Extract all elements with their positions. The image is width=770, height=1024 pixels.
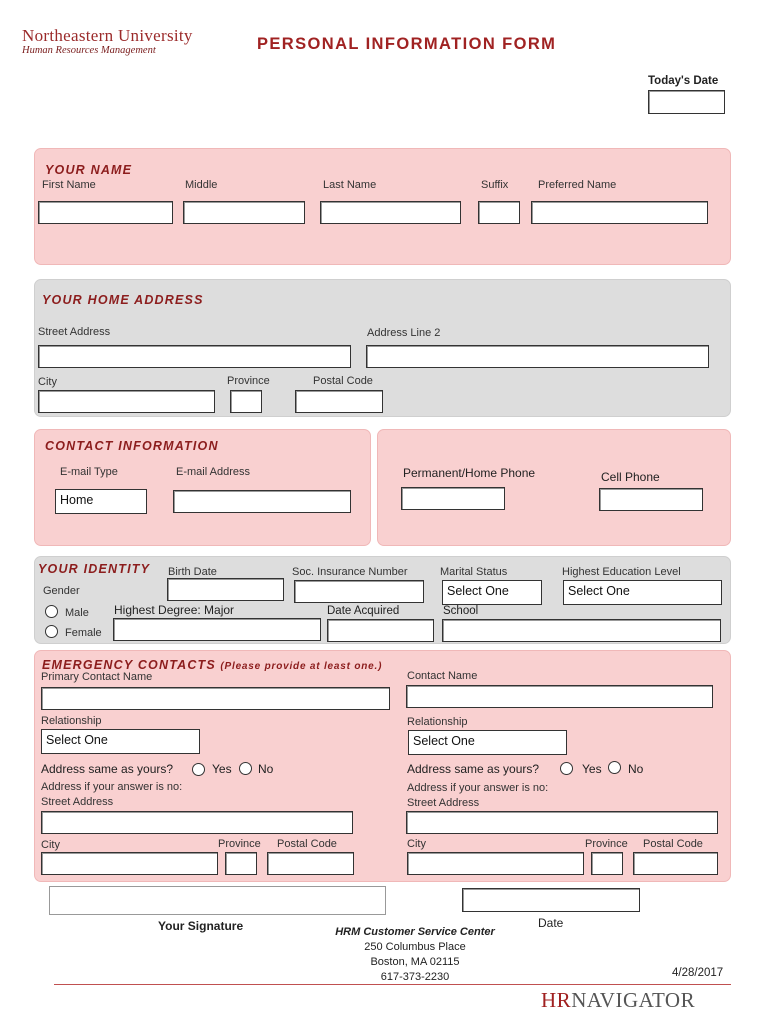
education-label: Highest Education Level (562, 566, 681, 578)
school-label: School (443, 605, 479, 617)
contact-name-label-2: Contact Name (407, 670, 478, 682)
relationship-select-2[interactable]: Select One (408, 730, 567, 755)
address-line2-input[interactable] (366, 345, 709, 368)
street-label-1: Street Address (41, 796, 114, 808)
gender-male-label: Male (65, 607, 89, 619)
footer-divider (54, 984, 731, 985)
address-section-title: YOUR HOME ADDRESS (42, 293, 204, 307)
same-address-no-radio-2[interactable] (608, 761, 621, 774)
logo-sub: Human Resources Management (22, 45, 156, 56)
city-label: City (38, 376, 57, 388)
street-input-1[interactable] (41, 811, 353, 834)
suffix-input[interactable] (478, 201, 520, 224)
marital-status-select[interactable]: Select One (442, 580, 542, 605)
primary-contact-label: Primary Contact Name (41, 671, 153, 683)
relationship-label-2: Relationship (407, 716, 468, 728)
city-input-1[interactable] (41, 852, 218, 875)
same-address-yes-radio-1[interactable] (192, 763, 205, 776)
postal-input-2[interactable] (633, 852, 718, 875)
contact-name-input-2[interactable] (406, 685, 713, 708)
city-input[interactable] (38, 390, 215, 413)
relationship-select-1[interactable]: Select One (41, 729, 200, 754)
postal-input-1[interactable] (267, 852, 354, 875)
same-address-yes-radio-2[interactable] (560, 762, 573, 775)
province-label-2: Province (585, 838, 628, 850)
if-no-label-1: Address if your answer is no: (41, 781, 183, 793)
logo (22, 26, 193, 56)
signature-input[interactable] (49, 886, 386, 915)
degree-major-label: Highest Degree: Major (114, 603, 235, 617)
email-address-label: E-mail Address (176, 466, 250, 478)
relationship-label-1: Relationship (41, 715, 102, 727)
email-type-select[interactable]: Home (55, 489, 147, 514)
page-title: PERSONAL INFORMATION FORM (257, 35, 557, 53)
date-acquired-label: Date Acquired (327, 605, 400, 617)
city-input-2[interactable] (407, 852, 584, 875)
middle-name-input[interactable] (183, 201, 305, 224)
service-center-phone: 617-373-2230 (380, 971, 450, 983)
cell-phone-label: Cell Phone (601, 470, 660, 484)
postal-code-input[interactable] (295, 390, 383, 413)
primary-contact-input[interactable] (41, 687, 390, 710)
birth-date-label: Birth Date (168, 566, 217, 578)
first-name-label: First Name (42, 179, 96, 191)
same-address-yes-label-2: Yes (582, 762, 602, 776)
province-label-1: Province (218, 838, 261, 850)
birth-date-input[interactable] (167, 578, 284, 601)
same-address-no-label-1: No (258, 762, 274, 776)
preferred-name-input[interactable] (531, 201, 708, 224)
same-address-yes-label-1: Yes (212, 762, 232, 776)
gender-female-label: Female (65, 627, 102, 639)
signature-date-label: Date (538, 916, 564, 930)
identity-section-title: YOUR IDENTITY (38, 562, 151, 576)
contact-section-title: CONTACT INFORMATION (45, 439, 219, 453)
emergency-title-text: EMERGENCY CONTACTS (42, 658, 216, 672)
home-phone-label: Permanent/Home Phone (403, 466, 536, 480)
sin-label: Soc. Insurance Number (292, 566, 408, 578)
same-address-label-1: Address same as yours? (41, 762, 174, 776)
suffix-label: Suffix (481, 179, 509, 191)
email-address-input[interactable] (173, 490, 351, 513)
last-name-label: Last Name (323, 179, 377, 191)
school-input[interactable] (442, 619, 721, 642)
same-address-label-2: Address same as yours? (407, 762, 540, 776)
service-center-address-2: Boston, MA 02115 (370, 956, 460, 968)
last-name-input[interactable] (320, 201, 461, 224)
service-center-title: HRM Customer Service Center (335, 926, 495, 938)
brand-hr: HR (541, 988, 572, 1012)
middle-name-label: Middle (185, 179, 218, 191)
brand-navigator: NAVIGATOR (571, 988, 696, 1012)
sin-input[interactable] (294, 580, 424, 603)
address-line2-label: Address Line 2 (367, 327, 441, 339)
first-name-input[interactable] (38, 201, 173, 224)
street-address-label: Street Address (38, 326, 111, 338)
service-center-address-1: 250 Columbus Place (364, 941, 466, 953)
street-input-2[interactable] (406, 811, 718, 834)
signature-date-input[interactable] (462, 888, 640, 912)
name-section-title: YOUR NAME (45, 163, 133, 177)
preferred-name-label: Preferred Name (538, 179, 617, 191)
province-input[interactable] (230, 390, 262, 413)
email-type-label: E-mail Type (60, 466, 118, 478)
hrnavigator-logo (541, 988, 695, 1013)
gender-female-radio[interactable] (45, 625, 58, 638)
gender-male-radio[interactable] (45, 605, 58, 618)
same-address-no-radio-1[interactable] (239, 762, 252, 775)
province-label: Province (227, 375, 270, 387)
degree-major-input[interactable] (113, 618, 321, 641)
postal-label-1: Postal Code (277, 838, 337, 850)
postal-code-label: Postal Code (313, 375, 373, 387)
cell-phone-input[interactable] (599, 488, 703, 511)
todays-date-label: Today's Date (648, 75, 719, 87)
street-label-2: Street Address (407, 797, 480, 809)
province-input-1[interactable] (225, 852, 257, 875)
province-input-2[interactable] (591, 852, 623, 875)
same-address-no-label-2: No (628, 762, 644, 776)
revision-date: 4/28/2017 (672, 967, 724, 979)
emergency-note: (Please provide at least one.) (220, 661, 383, 672)
todays-date-input[interactable] (648, 90, 725, 114)
postal-label-2: Postal Code (643, 838, 703, 850)
service-center (310, 925, 520, 985)
city-label-2: City (407, 838, 426, 850)
street-address-input[interactable] (38, 345, 351, 368)
if-no-label-2: Address if your answer is no: (407, 782, 549, 794)
date-acquired-input[interactable] (327, 619, 434, 642)
gender-label: Gender (43, 585, 80, 597)
marital-status-label: Marital Status (440, 566, 508, 578)
logo-main: Northeastern University (22, 26, 193, 45)
home-phone-input[interactable] (401, 487, 505, 510)
education-select[interactable]: Select One (563, 580, 722, 605)
city-label-1: City (41, 839, 60, 851)
signature-label: Your Signature (158, 919, 244, 933)
